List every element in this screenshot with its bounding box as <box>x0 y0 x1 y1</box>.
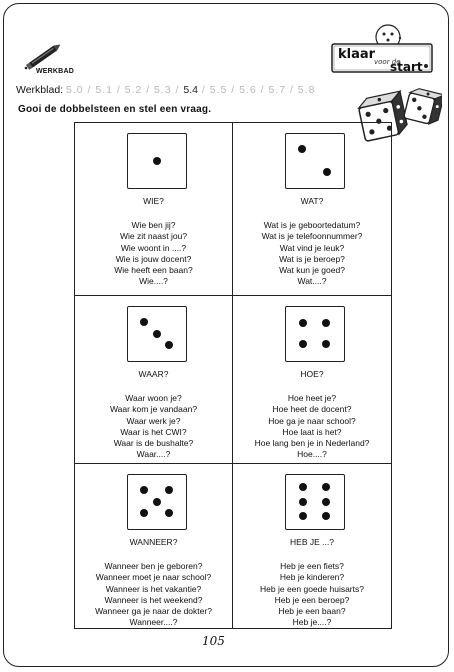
cell-heb-je <box>233 464 391 628</box>
question-word: WIE? <box>143 196 164 206</box>
question-item: Hoe lang ben je in Nederland? <box>254 438 370 449</box>
pip-dot <box>153 498 161 506</box>
question-item: Wat kun je goed? <box>279 265 345 276</box>
question-list <box>233 561 391 629</box>
question-item: Hoe heet de docent? <box>272 404 352 415</box>
question-word: HOE? <box>300 369 324 379</box>
pip-dot <box>322 512 330 520</box>
cell-wie <box>75 123 233 296</box>
die-face-two <box>285 133 345 189</box>
question-list <box>233 393 391 461</box>
question-word: WAT? <box>300 196 324 206</box>
werkblad-label: Werkblad: <box>16 84 64 96</box>
klaar-voor-de-start-logo <box>330 24 438 85</box>
pip-dot <box>298 145 306 153</box>
pip-dot <box>323 168 331 176</box>
question-item: Wat....? <box>297 276 327 287</box>
question-item: Wie....? <box>139 276 168 287</box>
pip-dot <box>165 486 173 494</box>
question-item: Wanneer moet je naar school? <box>95 572 212 583</box>
question-item: Wanneer....? <box>129 617 178 628</box>
werkblad-line <box>16 84 315 96</box>
pip-dot <box>140 318 148 326</box>
question-item: Wie woont in ....? <box>120 242 187 253</box>
question-item: Waar werk je? <box>126 415 181 426</box>
question-item: Waar....? <box>136 449 171 460</box>
question-list <box>75 561 232 629</box>
pip-dot <box>153 330 161 338</box>
cell-hoe <box>233 296 391 464</box>
question-grid <box>74 122 392 629</box>
question-item: Hoe laat is het? <box>282 426 342 437</box>
question-item: Wat is je telefoonnummer? <box>261 231 363 242</box>
question-word: WANNEER? <box>129 537 178 547</box>
pip-dot <box>165 341 173 349</box>
werkblad-current: 5.4 <box>183 84 199 96</box>
question-item: Waar kom je vandaan? <box>109 404 198 415</box>
die-face-one <box>127 133 187 189</box>
werkblad-numbers-before: 5.0 / 5.1 / 5.2 / 5.3 / <box>66 84 184 96</box>
pip-dot <box>299 498 307 506</box>
question-item: Waar is het CWI? <box>120 426 187 437</box>
die-face-five <box>127 474 187 530</box>
question-item: Wie zit naast jou? <box>119 231 188 242</box>
question-item: Wat is je beroep? <box>279 253 345 264</box>
question-item: Wie ben jij? <box>131 220 176 230</box>
question-item: Waar is de bushalte? <box>113 438 194 449</box>
pip-dot <box>322 498 330 506</box>
pip-dot <box>140 509 148 517</box>
instruction-text: Gooi de dobbelsteen en stel een vraag. <box>18 104 212 115</box>
werkblad-numbers <box>66 84 315 96</box>
question-item: Wie heeft een baan? <box>114 265 193 276</box>
question-item: Wanneer is het weekend? <box>104 594 203 605</box>
question-item: Hoe heet je? <box>287 393 337 403</box>
question-item: Wat vind je leuk? <box>279 242 345 253</box>
pip-dot <box>322 483 330 491</box>
pip-dot <box>299 319 307 327</box>
svg-text:klaar: klaar <box>338 47 376 62</box>
question-item: Heb je kinderen? <box>279 572 345 583</box>
question-item: Wie is jouw docent? <box>115 253 192 264</box>
pip-dot <box>299 340 307 348</box>
werkbad-label: WERKBAD <box>36 68 74 75</box>
page-number: 105 <box>202 634 225 648</box>
pip-dot <box>299 483 307 491</box>
question-item: Heb je een goede huisarts? <box>260 583 364 594</box>
question-item: Hoe....? <box>297 449 327 460</box>
pip-dot <box>322 340 330 348</box>
question-item: Heb je....? <box>292 617 332 628</box>
pip-dot <box>153 157 161 165</box>
question-item: Hoe ga je naar school? <box>268 415 356 426</box>
pip-dot <box>322 319 330 327</box>
pip-dot <box>165 509 173 517</box>
die-face-three <box>127 306 187 362</box>
question-list <box>233 220 391 288</box>
pip-dot <box>140 486 148 494</box>
cell-wanneer <box>75 464 233 628</box>
question-item: Wat is je geboortedatum? <box>263 220 361 230</box>
question-word: HEB JE ...? <box>290 537 334 547</box>
die-face-four <box>285 306 345 362</box>
cell-waar <box>75 296 233 464</box>
question-item: Heb je een baan? <box>278 606 346 617</box>
die-face-six <box>285 474 345 530</box>
question-item: Heb je een beroep? <box>274 594 350 605</box>
svg-text:start: start <box>390 60 423 74</box>
question-word: WAAR? <box>138 369 169 379</box>
werkblad-numbers-after: / 5.5 / 5.6 / 5.7 / 5.8 <box>198 84 316 96</box>
question-item: Wanneer ben je geboren? <box>104 561 203 571</box>
question-item: Wanneer is het vakantie? <box>105 583 202 594</box>
question-item: Waar woon je? <box>125 393 182 403</box>
pip-dot <box>299 512 307 520</box>
cell-wat <box>233 123 391 296</box>
question-item: Wanneer ga je naar de dokter? <box>95 606 212 617</box>
question-item: Heb je een fiets? <box>280 561 344 571</box>
question-list <box>75 220 232 288</box>
svg-text:voor de: voor de <box>374 58 401 66</box>
question-list <box>75 393 232 461</box>
